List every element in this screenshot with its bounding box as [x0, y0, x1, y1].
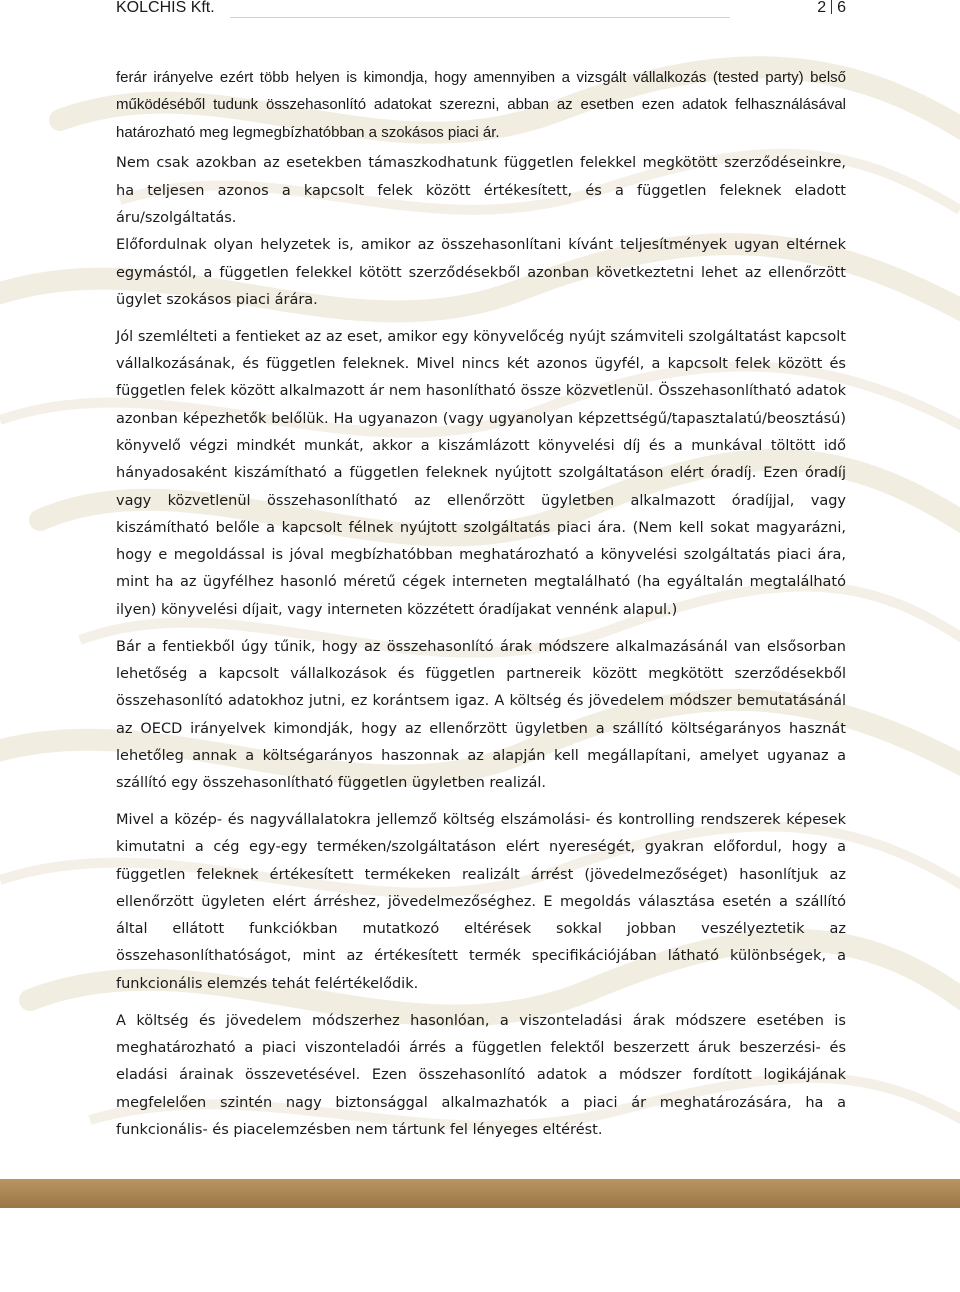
page-total: 6	[837, 0, 846, 16]
paragraph: Bár a fentiekből úgy tűnik, hogy az összehasonlító árak módszere alkalmazásánál van elsősorban lehetőség a kapcsolt vállalkozások és független partnereik között megkötött szerződésekből összehasonlító adatokhoz jutni, ez korántsem igaz. A költség és jövedelem módszer bemutatásánál az OECD irányelvek kimondják, hogy az ellenőrzött ügyletben a szállító költségarányos hasznát lehetőleg annak a költségarányos haszonnak az alapján kell megállapítani, amelyet ugyanaz a szállító egy összehasonlítható független ügyletben realizál.	[116, 638, 846, 792]
paragraph: Előfordulnak olyan helyzetek is, amikor az összehasonlítani kívánt teljesítmények ugyan eltérnek egymástól, a független felekkel kötött szerződésekből azonban következtetni lehet az ellenőrzött ügylet szokásos piaci árára.	[116, 237, 846, 308]
page-header	[116, 0, 846, 18]
paragraph: A költség és jövedelem módszerhez hasonlóan, a viszonteladási árak módszere esetében is meghatározható a piaci viszonteladói árrés a független felektől beszerzett áruk beszerzési- és eladási árainak összevetésével. Ezen összehasonlító adatok a módszer fordított logikájának megfelelően szintén nagy biztonsággal alkalmazhatók a piaci ár meghatározására, ha a funkcionális- és piacelemzésben nem tártunk fel lényeges eltérést.	[116, 1012, 846, 1138]
header-rule	[230, 17, 730, 18]
page-number-separator	[831, 0, 832, 14]
company-name: KOLCHIS Kft.	[116, 0, 215, 16]
paragraph: Mivel a közép- és nagyvállalatokra jellemző költség elszámolási- és kontrolling rendszerek képesek kimutatni a cég egy-egy terméken/szolgáltatáson elért nyereségét, gyakran előfordul, hogy a független feleknek értékesített termékeken realizált árrést (jövedelmezőséget) hasonlítjuk az ellenőrzött ügyleten elért árréshez, jövedelmezőséghez. E megoldás választása esetén a szállító által ellátott funkciókban mutatkozó eltérések sokkal jobban veszélyeztetik az összehasonlíthatóságot, mint az értékesített termék specifikációjában látható különbségek, a funkcionális elemzés tehát felértékelődik.	[116, 812, 846, 992]
footer-band	[0, 1179, 960, 1208]
paragraph: Jól szemlélteti a fentieket az az eset, amikor egy könyvelőcég nyújt számviteli szolgáltatást kapcsolt vállalkozásának, és független feleknek. Mivel nincs két azonos ügyfél, a kapcsolt felek között és független felek között alkalmazott ár nem hasonlítható össze közvetlenül. Összehasonlítható adatok azonban képezhetők belőlük. Ha ugyanazon (vagy ugyanolyan képzettségű/tapasztalatú/beosztású) könyvelő végzi mindkét munkát, akkor a kiszámlázott könyvelési díj és a munkával töltött idő hányadosaként kiszámítható a független feleknek nyújtott szolgáltatáson elért óradíj. Ezen óradíj vagy közvetlenül összehasonlítható az ellenőrzött ügyletben alkalmazott óradíjjal, vagy kiszámítható belőle a kapcsolt félnek nyújtott szolgáltatás piaci ára. (Nem kell sokat magyarázni, hogy e megoldással is jóval megbízhatóbban meghatározható a könyvelési szolgáltatás piaci ára, mint ha az ügyfélhez hasonló méretű cégek interneten megtalálható (ha egyáltalán megtalálható ilyen) könyvelési díjait, vagy interneten közzétett óradíjakat vennénk alapul.)	[116, 328, 846, 618]
paragraph: Nem csak azokban az esetekben támaszkodhatunk független felekkel megkötött szerződéseinkre, ha teljesen azonos a kapcsolt felek között értékesített, és a független feleknek eladott áru/szolgáltatás.	[116, 155, 846, 226]
page-number	[817, 0, 846, 17]
page-current: 2	[817, 0, 827, 16]
document-body	[116, 64, 846, 1154]
paragraph: ferár irányelve ezért több helyen is kimondja, hogy amennyiben a vizsgált vállalkozás (tested party) belső működéséből tudunk összehasonlító adatokat szerezni, abban az esetben ezen adatok felhasználásával határozható meg legmegbízhatóbban a szokásos piaci ár.	[116, 69, 846, 141]
